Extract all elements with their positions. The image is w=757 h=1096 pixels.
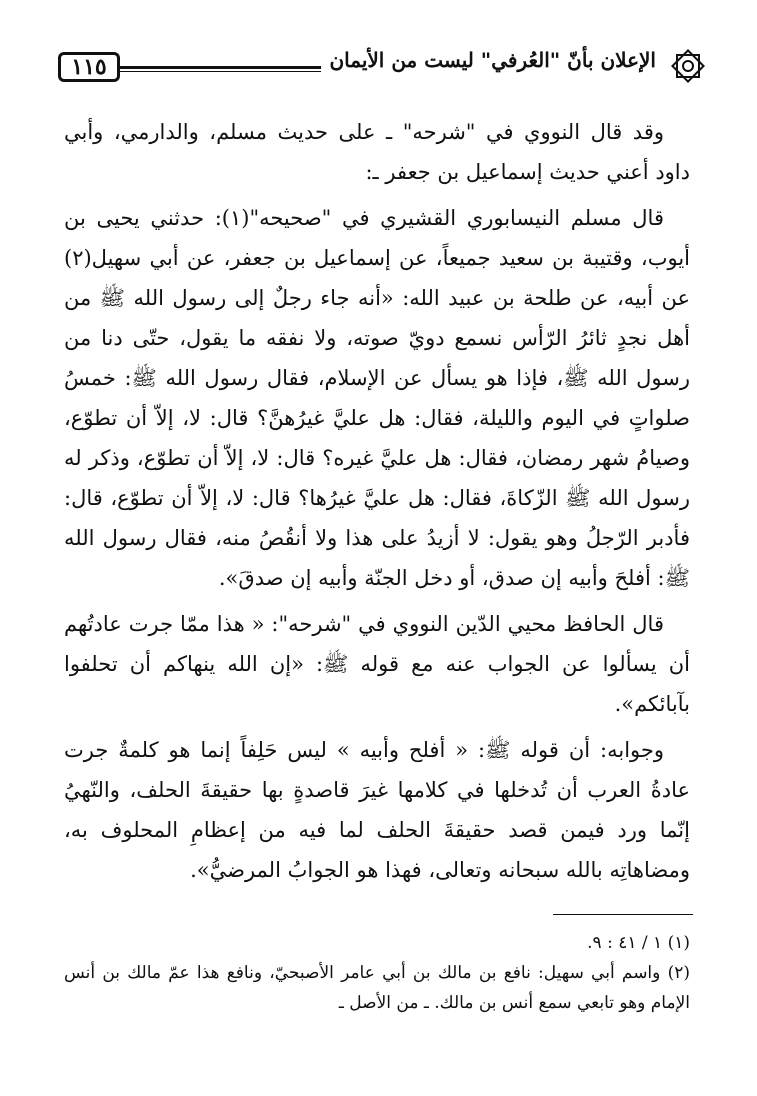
paragraph: وقد قال النووي في "شرحه" ـ على حديث مسلم، والدارمي، وأبي داود أعني حديث إسماعيل بن جعفر ـ: [64, 120, 690, 184]
footnote: (٢) واسم أبي سهيل: نافع بن مالك بن أبي عامر الأصبحيّ، ونافع هذا عمّ مالك بن أنس الإمام وهو تابعي سمع أنس بن مالك. ـ من الأصل ـ [64, 963, 690, 1013]
body-text [64, 112, 690, 896]
star-ornament-icon [668, 46, 708, 86]
page-header [58, 44, 708, 94]
paragraph: قال الحافظ محيي الدّين النووي في "شرحه": « هذا ممّا جرت عادتُهم أن يسألوا عن الجواب عنه مع قوله ﷺ: «إن الله ينهاكم أن تحلفوا بآبائكم». [64, 612, 690, 716]
running-title: الإعلان بأنّ "العُرفي" ليست من الأيمان [321, 48, 664, 72]
footnote: (١) ١ / ٤١ : ٩. [587, 933, 690, 953]
paragraph: وجوابه: أن قوله ﷺ: « أفلح وأبيه » ليس حَلِفاً إنما هو كلمةٌ جرت عادةُ العرب أن تُدخلها في كلامها غيرَ قاصدةٍ بها حقيقةَ الحلف، والنّهيُ إنّما ورد فيمن قصد حقيقةَ الحلف لما فيه من إعظامِ المحلوف به، ومضاهاتِه بالله سبحانه وتعالى، فهذا هو الجوابُ المرضيُّ». [64, 738, 690, 882]
footnotes [64, 928, 690, 1018]
page-number: ١١٥ [58, 52, 120, 82]
paragraph: قال مسلم النيسابوري القشيري في "صحيحه"(١): حدثني يحيى بن أيوب، وقتيبة بن سعيد جميعاً، عن إسماعيل بن جعفر، عن أبي سهيل(٢) عن أبيه، عن طلحة بن عبيد الله: «أنه جاء رجلٌ إلى رسول الله ﷺ من أهل نجدٍ ثائرُ الرّأس نسمع دويّ صوته، ولا نفقه ما يقول، حتّى دنا من رسول الله ﷺ، فإذا هو يسأل عن الإسلام، فقال رسول الله ﷺ: خمسُ صلواتٍ في اليوم والليلة، فقال: هل عليَّ غيرُهنَّ؟ قال: لا، إلاّ أن تطوّع، وصيامُ شهر رمضان، فقال: هل عليَّ غيره؟ قال: لا، إلاّ أن تطوّع، وذكر له رسول الله ﷺ الزّكاةَ، فقال: هل عليَّ غيرُها؟ قال: لا، إلاّ أن تطوّع، قال: فأدبر الرّجلُ وهو يقول: لا أزيدُ على هذا ولا أنقُصُ منه، فقال رسول الله ﷺ: أفلحَ وأبيه إن صدق، أو دخل الجنّة وأبيه إن صدقَ». [64, 206, 690, 590]
footnote-divider [553, 914, 693, 915]
